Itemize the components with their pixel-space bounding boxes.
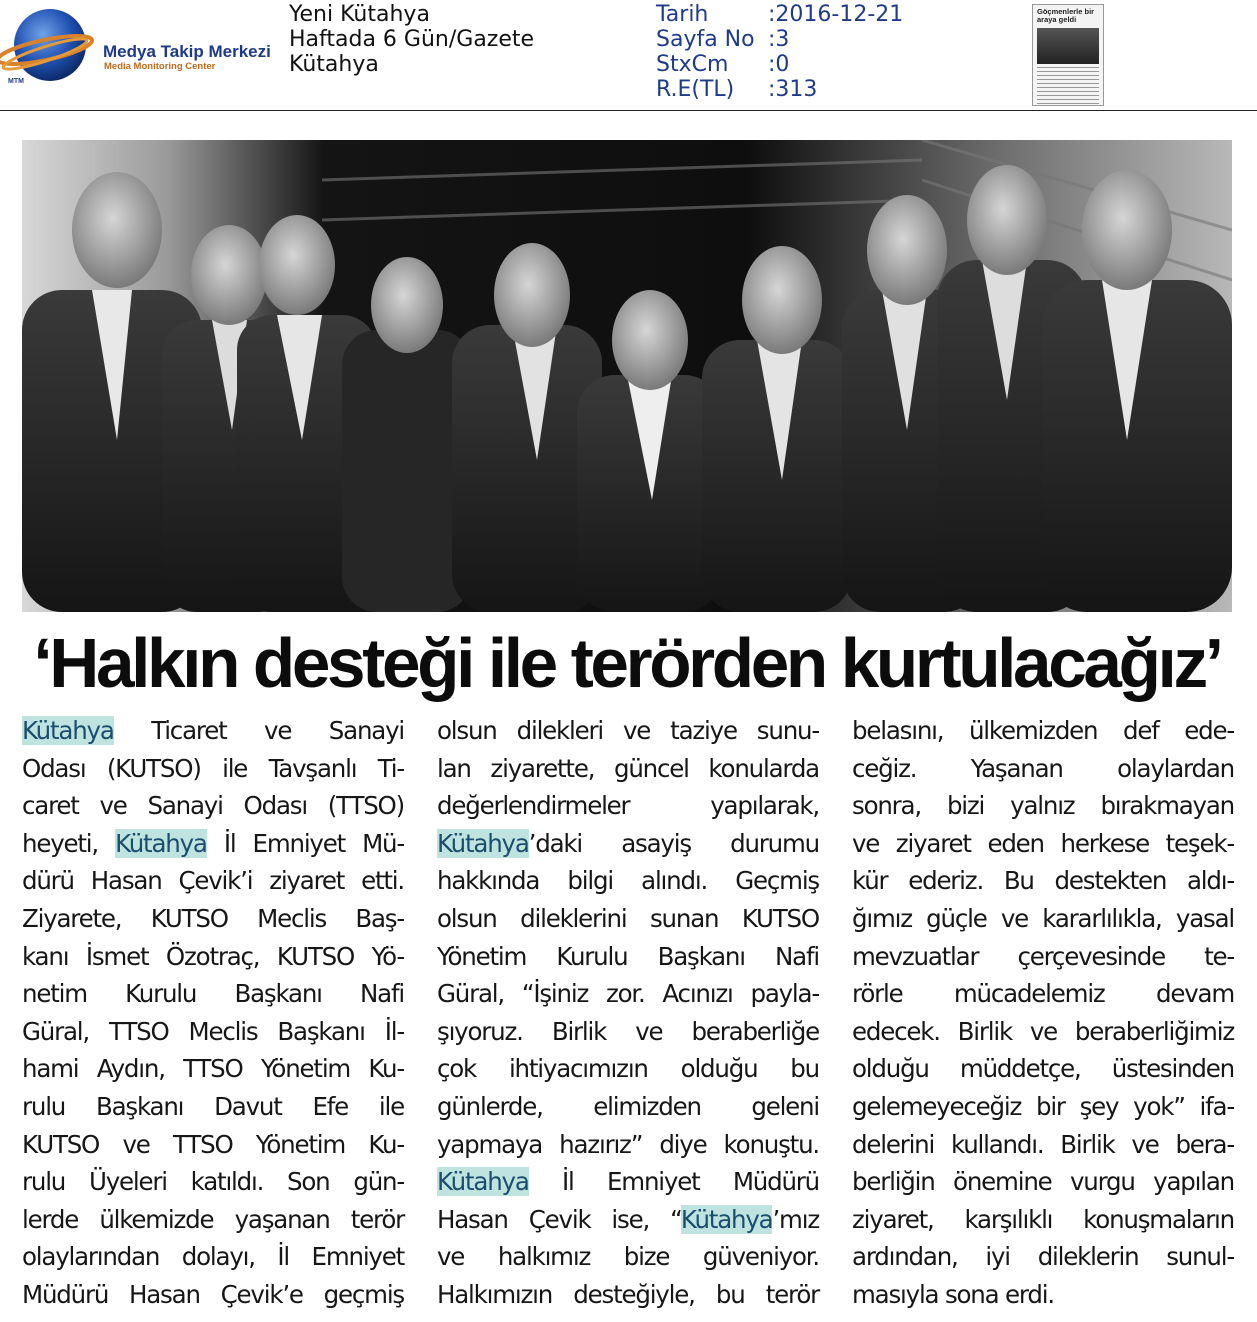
text-line: Müdürü Hasan Çevik’e geçmiş [22, 1279, 404, 1309]
text-line: ğımız güçle ve kararlılıkla, yasal [852, 903, 1234, 933]
meta-separator: : [768, 77, 776, 102]
text-line: ardından, iyi dileklerin sunul- [852, 1242, 1234, 1272]
text-line: hami Aydın, TTSO Yönetim Ku- [22, 1054, 404, 1084]
thumbnail-title: Göçmenlerle bir araya geldi [1037, 7, 1095, 24]
publication-info [289, 2, 534, 77]
meta-row-stxcm [656, 52, 903, 77]
text-line: ve halkımız bize güveniyor. [437, 1242, 819, 1272]
meta-row-date [656, 2, 903, 27]
text-line: olsun dileklerini sunan KUTSO [437, 903, 819, 933]
meta-separator: : [768, 52, 776, 77]
thumbnail-photo [1037, 28, 1099, 64]
keyword-highlight: Kütahya [115, 828, 207, 858]
clipping-meta [656, 2, 903, 102]
text-line: Ziyarete, KUTSO Meclis Baş- [22, 903, 404, 933]
meta-row-ad-value [656, 77, 903, 102]
text-line: rörle mücadelemiz devam [852, 979, 1234, 1009]
meta-value: 0 [775, 52, 790, 77]
text-line: lan ziyarette, güncel konularda [437, 753, 819, 783]
text-line: ziyaret, karşılıklı konuşmaların [852, 1204, 1234, 1234]
text-line: Güral, “İşiniz zor. Acınızı payla- [437, 979, 819, 1009]
text-line: sonra, bizi yalnız bırakmayan [852, 791, 1234, 821]
logo-name: Medya Takip Merkezi [103, 42, 271, 61]
meta-value: 3 [775, 27, 790, 52]
text-line: rulu Başkanı Davut Efe ile [22, 1091, 404, 1121]
logo-subtitle: Media Monitoring Center [104, 61, 216, 72]
text-line: dürü Hasan Çevik’i ziyaret etti. [22, 866, 404, 896]
text-line: olsun dilekleri ve taziye sunu- [437, 716, 819, 745]
keyword-highlight: Kütahya [680, 1204, 773, 1234]
text-line: çok ihtiyacımızın olduğu bu [437, 1054, 819, 1084]
text-line: mevzuatlar çerçevesinde te- [852, 941, 1234, 971]
text-line: olaylarından dolayı, İl Emniyet [22, 1242, 404, 1272]
text-line: Kütahya’daki asayiş durumu [437, 828, 819, 858]
text-line: günlerde, elimizden geleni [437, 1091, 819, 1121]
text-line: şıyoruz. Birlik ve beraberliğe [437, 1016, 819, 1046]
text-line: rulu Üyeleri katıldı. Son gün- [22, 1167, 404, 1197]
text-line: ceğiz. Yaşanan olaylardan [852, 753, 1234, 783]
text-line: delerini kullandı. Birlik ve bera- [852, 1129, 1234, 1159]
publication-name: Yeni Kütahya [289, 2, 430, 27]
publication-frequency: Haftada 6 Gün/Gazete [289, 27, 535, 52]
text-line: yapmaya hazırız” diye konuştu. [437, 1129, 819, 1159]
thumbnail-text-lines [1037, 67, 1099, 106]
article-column-1 [22, 712, 404, 1314]
keyword-highlight: Kütahya [22, 716, 114, 745]
text-line: netim Kurulu Başkanı Nafi [22, 979, 404, 1009]
meta-key: Sayfa No [656, 27, 755, 52]
text-line: Kütahya İl Emniyet Müdürü [437, 1167, 819, 1197]
text-line: hakkında bilgi alındı. Geçmiş [437, 866, 819, 896]
text-line: caret ve Sanayi Odası (TTSO) [22, 791, 404, 821]
page-thumbnail[interactable] [1032, 4, 1104, 106]
text-line: Odası (KUTSO) ile Tavşanlı Ti- [22, 753, 404, 783]
article-column-3 [852, 712, 1234, 1314]
text-line: kür ederiz. Bu destekten aldı- [852, 866, 1234, 896]
text-line: KUTSO ve TTSO Yönetim Ku- [22, 1129, 404, 1159]
text-line: edecek. Birlik ve beraberliğimiz [852, 1016, 1234, 1046]
meta-row-page [656, 27, 903, 52]
article-headline: ‘Halkın desteği ile terörden kurtulacağız’ [33, 624, 1221, 702]
text-line: Halkımızın desteğiyle, bu terör [437, 1279, 819, 1309]
keyword-highlight: Kütahya [437, 1167, 529, 1197]
text-line: heyeti, Kütahya İl Emniyet Mü- [22, 828, 405, 858]
text-line: belasını, ülkemizden def ede- [852, 716, 1234, 745]
header-divider [0, 110, 1257, 111]
text-line: kanı İsmet Özotraç, KUTSO Yö- [22, 941, 404, 971]
text-line: ve ziyaret eden herkese teşek- [852, 828, 1234, 858]
meta-value: 2016-12-21 [775, 2, 904, 27]
text-line: Güral, TTSO Meclis Başkanı İl- [22, 1016, 404, 1046]
group-photo-illustration [22, 140, 1232, 612]
meta-separator: : [768, 27, 776, 52]
text-line: lerde ülkemizde yaşanan terör [22, 1204, 404, 1234]
publication-city: Kütahya [289, 52, 379, 77]
text-line: masıyla sona erdi. [852, 1279, 1054, 1309]
text-line: berliğin önemine vurgu yapılan [852, 1167, 1234, 1197]
article-column-2 [437, 712, 819, 1314]
logo-short: MTM [8, 78, 24, 85]
meta-separator: : [768, 2, 776, 27]
text-line: Kütahya Ticaret ve Sanayi [22, 716, 404, 745]
article-photo [22, 140, 1232, 612]
text-line: Yönetim Kurulu Başkanı Nafi [437, 941, 819, 971]
text-line: Hasan Çevik ise, “Kütahya’mız [437, 1204, 819, 1234]
keyword-highlight: Kütahya [437, 828, 529, 858]
text-line: olduğu müddetçe, üstesinden [852, 1054, 1234, 1084]
mtm-logo [0, 2, 290, 92]
meta-key: R.E(TL) [656, 77, 735, 102]
text-line: değerlendirmeler yapılarak, [437, 791, 819, 821]
text-line: gelemeyeceğiz bir şey yok” ifa- [852, 1091, 1234, 1121]
meta-key: Tarih [656, 2, 709, 27]
clipping-header [0, 0, 1257, 112]
meta-value: 313 [775, 77, 818, 102]
meta-key: StxCm [656, 52, 729, 77]
